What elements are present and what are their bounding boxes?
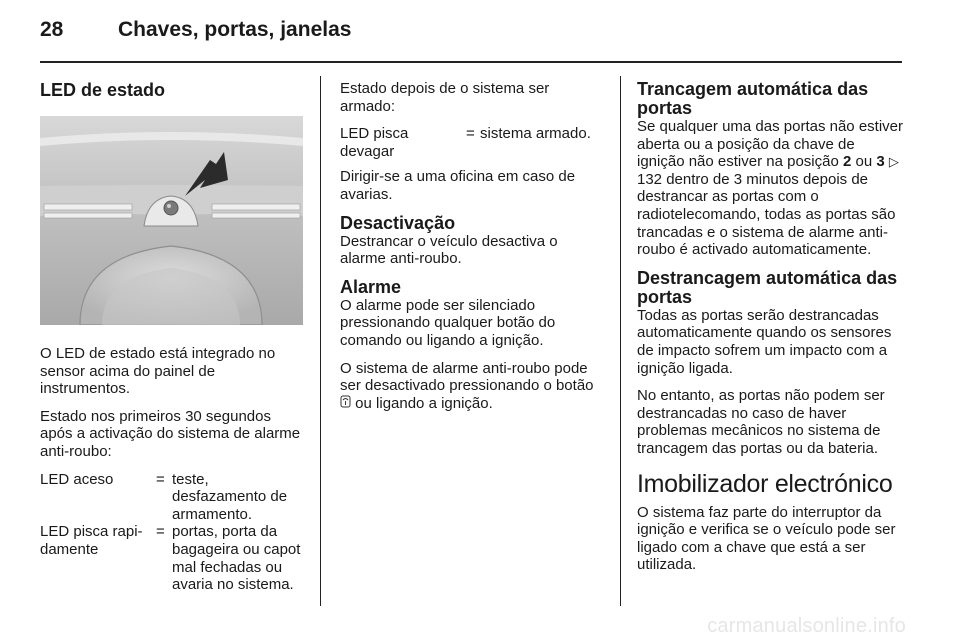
alarm-button-icon	[340, 395, 351, 413]
status-separator: =	[466, 125, 475, 143]
page-reference: 132	[637, 170, 663, 188]
chapter-title: Chaves, portas, janelas	[118, 18, 352, 41]
status-row	[40, 523, 303, 593]
workshop-note: Dirigir-se a uma oficina em caso de avarias.	[340, 168, 576, 203]
alarm-text-2	[340, 360, 605, 413]
section-heading-autounlock: Destrancagem automática das portas	[637, 267, 898, 307]
led-description: O LED de estado está integrado no sensor acima do painel de instrumentos.	[40, 345, 276, 398]
armed-status-intro: Estado depois de o sistema ser armado:	[340, 80, 550, 115]
led-status-table	[40, 471, 303, 594]
autolock-text-b: dentro de 3 minutos depois de destrancar as portas com o radiotelecomando, todas as portas são trancadas e o sistema de alarme anti-roubo é activado automaticamente.	[637, 170, 896, 259]
column-divider	[320, 76, 321, 606]
status-definition: teste, desfazamento de armamento.	[172, 470, 288, 523]
header-rule	[40, 61, 902, 63]
section-heading-autolock: Trancagem automática das portas	[637, 79, 869, 118]
arrow-right-icon: ▷	[888, 154, 899, 170]
autounlock-text-2: No entanto, as portas não podem ser destrancadas no caso de haver problemas mecânicos no sistema de trancagem das portas ou da bateria.	[637, 387, 885, 457]
column-3	[637, 80, 905, 584]
status-term: LED aceso	[40, 470, 114, 488]
dashboard-led-photo	[40, 116, 303, 325]
status-separator: =	[156, 470, 165, 488]
section-heading-deactivation: Desactivação	[340, 212, 456, 233]
status-term: LED pisca devagar	[340, 125, 409, 160]
column-divider	[620, 76, 621, 606]
section-heading-immobilizer: Imobilizador electrónico	[637, 469, 893, 498]
led-status-intro: Estado nos primeiros 30 segundos após a activação do sistema de alarme anti-roubo:	[40, 407, 301, 460]
status-definition: portas, porta da bagageira ou capot mal fechadas ou avaria no sistema.	[172, 523, 301, 594]
autolock-text	[637, 118, 905, 259]
autolock-or: ou	[855, 153, 873, 171]
ignition-position-3: 3	[876, 153, 885, 171]
armed-status-table	[340, 125, 605, 160]
section-heading-alarm: Alarme	[340, 276, 402, 297]
autounlock-text-1: Todas as portas serão destrancadas automaticamente quando os sensores de impacto sofrem um impacto com a ignição ligada.	[637, 306, 892, 377]
deactivation-text: Destrancar o veículo desactiva o alarme anti-roubo.	[340, 232, 558, 268]
page-number: 28	[40, 18, 64, 41]
watermark: carmanualsonline.info	[707, 615, 906, 637]
status-row	[340, 125, 605, 160]
status-separator: =	[156, 523, 165, 541]
status-row	[40, 471, 303, 524]
alarm-text-1: O alarme pode ser silenciado pressionando qualquer botão do comando ou ligando a ignição.	[340, 296, 556, 349]
status-term: LED pisca rapi-damente	[40, 523, 143, 558]
status-definition: sistema armado.	[480, 125, 591, 143]
section-heading-led: LED de estado	[40, 80, 166, 100]
alarm-text-2b: ou ligando a ignição.	[355, 394, 493, 412]
page-header	[40, 18, 352, 42]
immobilizer-text: O sistema faz parte do interruptor da ignição e verifica se o veículo pode ser ligado com a chave que está a ser utilizada.	[637, 503, 896, 574]
column-2	[340, 80, 605, 422]
column-1	[40, 80, 303, 602]
ignition-position-2: 2	[842, 153, 852, 171]
autolock-text-a: Se qualquer uma das portas não estiver aberta ou a posição da chave de ignição não estiver na posição	[637, 118, 903, 171]
alarm-text-2a: O sistema de alarme anti-roubo pode ser desactivado pressionando o botão	[340, 359, 594, 395]
